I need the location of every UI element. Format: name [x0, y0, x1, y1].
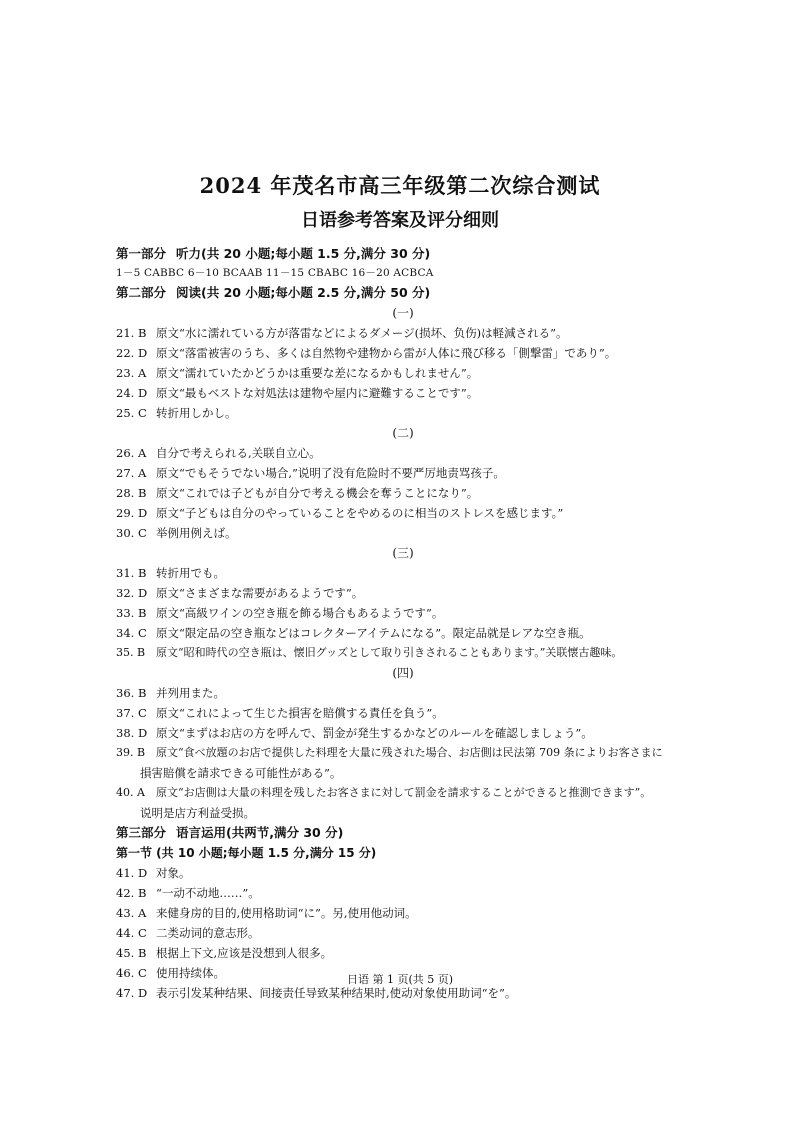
part3-title: 第三部分 [116, 825, 167, 840]
part2-title: 第二部分 [116, 285, 167, 300]
answer-item: 40. A 原文“お店側は大量の料理を残したお客さまに対して罰金を請求することができると推測できます”。 [116, 786, 652, 799]
answer-item: 37. C 原文“これによって生じた損害を賠償する責任を負う”。 [116, 706, 444, 720]
answer-item: 34. C 原文“限定品の空き瓶などはコレクターアイテムになる”。限定品就是レアな空き瓶。 [116, 626, 591, 640]
answer-item-continued: 損害賠償を請求できる可能性がある”。 [140, 766, 342, 780]
page-footer: 日语 第 1 页(共 5 页) [346, 973, 454, 986]
answer-item: 47. D 表示引发某种结果、间接责任导致某种结果时,使动对象使用助词“を”。 [116, 986, 517, 1000]
answer-item: 21. B 原文“水に濡れている方が落雷などによるダメージ(损坏、负伤)は軽減される”。 [116, 326, 568, 340]
answer-item: 23. A 原文“濡れていたかどうかは重要な差になるかもしれません”。 [116, 366, 479, 380]
answer-item: 31. B 转折用でも。 [116, 566, 225, 580]
answer-item: 35. B 原文“昭和時代の空き瓶は、懐旧グッズとして取り引きされることもあります。”关联懐古趣味。 [116, 646, 623, 659]
answer-item: 38. D 原文“まずはお店の方を呼んで、罰金が発生するかなどのルールを確認しましょう”。 [116, 726, 593, 740]
answer-item: 32. D 原文“さまざまな需要があるようです”。 [116, 586, 364, 600]
part3-heading [116, 823, 690, 843]
answer-item: 24. D 原文“最もベストな対処法は建物や屋内に避難することです”。 [116, 386, 479, 400]
answer-item: 28. B 原文“これでは子どもが自分で考える機会を奪うことになり”。 [116, 486, 479, 500]
part1-title: 第一部分 [116, 246, 167, 261]
answer-item: 25. C 转折用しかし。 [116, 406, 237, 420]
answer-item: 26. A 自分で考えられる,关联自立心。 [116, 446, 321, 460]
answer-item: 30. C 举例用例えば。 [116, 526, 237, 540]
answer-item: 22. D 原文“落雷被害のうち、多くは自然物や建物から雷が人体に飛び移る「側撃雷」であり”。 [116, 346, 617, 360]
part3-label: 语言运用(共两节,满分 30 分) [176, 825, 344, 840]
part1-heading [116, 244, 690, 264]
part3-section1-heading: 第一节 (共 10 小题;每小题 1.5 分,满分 15 分) [116, 846, 377, 860]
group-marker-2: (二) [392, 426, 414, 440]
group-marker-4: (四) [392, 666, 414, 680]
group-marker-3: (三) [392, 546, 414, 560]
answer-item: 36. B 并列用また。 [116, 686, 225, 700]
answer-item: 33. B 原文“高級ワインの空き瓶を飾る場合もあるようです”。 [116, 606, 444, 620]
answer-item: 41. D 对象。 [116, 866, 191, 880]
listening-answers: 1－5 CABBC 6－10 BCAAB 11－15 CBABC 16－20 ACBCA [116, 267, 434, 279]
answer-item: 45. B 根据上下文,应该是没想到人很多。 [116, 946, 333, 960]
page-title: 2024 年茂名市高三年级第二次综合测试 [199, 173, 601, 198]
part1-label: 听力(共 20 小题;每小题 1.5 分,满分 30 分) [176, 246, 431, 261]
part2-heading [116, 283, 690, 303]
part2-label: 阅读(共 20 小题;每小题 2.5 分,满分 50 分) [176, 285, 431, 300]
answer-item: 43. A 来健身房的目的,使用格助词“に”。另,使用他动词。 [116, 906, 417, 920]
answer-item: 27. A 原文“でもそうでない場合,”说明了没有危险时不要严厉地责骂孩子。 [116, 466, 505, 480]
answer-item: 44. C 二类动词的意志形。 [116, 926, 260, 940]
answer-item-continued: 说明是店方利益受损。 [140, 806, 255, 820]
answer-item: 39. B 原文“食べ放題のお店で提供した料理を大量に残された場合、お店側は民法第 709 条によりお客さまに [116, 746, 663, 759]
answer-item: 46. C 使用持续体。 [116, 966, 225, 980]
answer-content [116, 244, 690, 1003]
answer-item: 29. D 原文“子どもは自分のやっていることをやめるのに相当のストレスを感じます。” [116, 506, 564, 520]
answer-item: 42. B “一动不动地……”。 [116, 886, 260, 900]
page-subtitle: 日语参考答案及评分细则 [301, 210, 499, 231]
group-marker-1: (一) [392, 306, 414, 320]
